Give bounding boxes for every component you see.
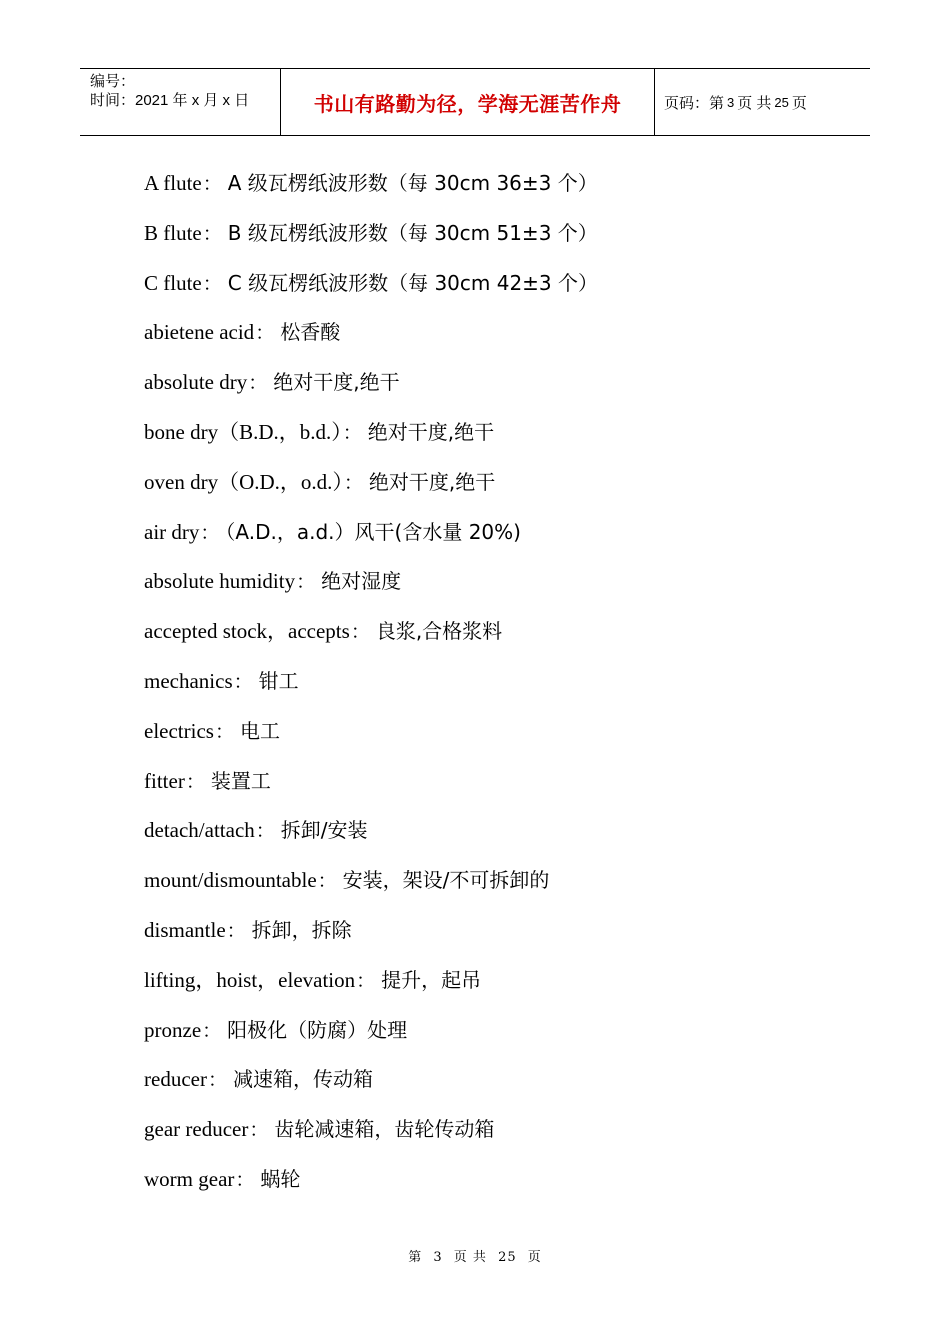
footer-prefix: 第: [408, 1250, 423, 1265]
header-meta-cell: [80, 69, 281, 135]
glossary-definition: 松香酸: [280, 320, 341, 345]
glossary-term: oven dry（O.D.，o.d.）: [144, 469, 343, 494]
glossary-definition: A 级瓦楞纸波形数（每 30cm 36±3 个）: [227, 171, 598, 195]
glossary-separator: ：: [317, 871, 337, 893]
glossary-entry: [144, 1061, 844, 1111]
glossary-term: air dry: [144, 519, 200, 544]
glossary-term: gear reducer: [144, 1117, 249, 1142]
glossary-separator: ：: [202, 1020, 222, 1042]
header-motto: 书山有路勤为径，学海无涯苦作舟: [281, 69, 655, 135]
glossary-entry: [144, 763, 844, 813]
glossary-entry: [144, 713, 844, 763]
glossary-term: dismantle: [144, 917, 226, 942]
glossary-term: electrics: [144, 718, 214, 743]
glossary-definition: 减速箱，传动箱: [232, 1067, 373, 1092]
glossary-term: worm gear: [144, 1166, 235, 1191]
glossary-definition: 绝对干度,绝干: [367, 419, 495, 444]
glossary-term: fitter: [144, 768, 185, 793]
glossary-entry: [144, 514, 844, 564]
glossary-separator: ：: [356, 970, 376, 992]
glossary-entry: [144, 962, 844, 1012]
header-page-suffix: 页: [791, 94, 807, 112]
glossary-term: A flute: [144, 171, 202, 195]
glossary-entry: [144, 1012, 844, 1062]
header-page-total: 25: [774, 94, 789, 110]
glossary-separator: ：: [202, 174, 222, 195]
glossary-entry: [144, 563, 844, 613]
glossary-term: absolute humidity: [144, 569, 296, 594]
glossary-definition: C 级瓦楞纸波形数（每 30cm 42±3 个）: [227, 270, 599, 295]
glossary-entry: [144, 1111, 844, 1161]
glossary-definition: 装置工: [210, 768, 271, 793]
glossary-separator: ：: [214, 721, 234, 743]
glossary-separator: ：: [207, 1070, 227, 1092]
glossary-separator: ：: [233, 671, 253, 693]
document-number-label: 编号：: [90, 73, 136, 90]
glossary-definition: 钳工: [258, 668, 299, 693]
glossary-entry: [144, 912, 844, 962]
glossary-separator: ：: [255, 821, 275, 843]
glossary-entry: [144, 314, 844, 364]
glossary-separator: ：: [255, 323, 275, 345]
glossary-term: pronze: [144, 1017, 202, 1042]
glossary-definition: 提升，起吊: [381, 967, 482, 992]
glossary-term: mount/dismountable: [144, 868, 317, 893]
glossary-definition: 绝对湿度: [321, 569, 402, 594]
glossary-definition: 绝对干度,绝干: [368, 469, 496, 494]
glossary-entry: [144, 862, 844, 912]
glossary-term: B flute: [144, 220, 202, 245]
glossary-separator: ：: [226, 920, 246, 942]
glossary-entry: [144, 1161, 844, 1211]
glossary-definition: 安装，架设/不可拆卸的: [342, 868, 550, 893]
glossary-separator: ：: [296, 572, 316, 594]
glossary-term: C flute: [144, 270, 202, 295]
header-page-prefix: 页码：第: [664, 94, 725, 112]
glossary-separator: ：: [235, 1169, 255, 1191]
footer-current-page: 3: [433, 1250, 443, 1265]
glossary-separator: ：: [342, 422, 362, 444]
glossary-term: reducer: [144, 1067, 207, 1092]
glossary-definition: （A.D.，a.d.）风干(含水量 20%): [225, 519, 521, 544]
glossary-term: bone dry（B.D.，b.d.）: [144, 419, 342, 444]
glossary-separator: ：: [200, 522, 220, 544]
glossary-entry: [144, 663, 844, 713]
glossary-term: abietene acid: [144, 320, 255, 345]
glossary-entry: [144, 464, 844, 514]
glossary-term: mechanics: [144, 668, 233, 693]
glossary-definition: 电工: [239, 718, 280, 743]
glossary-definition: 拆卸，拆除: [251, 917, 352, 942]
page-header: [80, 68, 870, 136]
glossary-list: [144, 165, 844, 1211]
glossary-separator: ：: [248, 373, 268, 395]
header-page-current: 3: [727, 94, 735, 110]
glossary-entry: [144, 613, 844, 663]
glossary-entry: [144, 414, 844, 464]
glossary-definition: 拆卸/安装: [280, 818, 368, 843]
glossary-definition: 绝对干度,绝干: [273, 370, 400, 395]
glossary-definition: 齿轮减速箱，齿轮传动箱: [274, 1117, 495, 1142]
glossary-separator: ：: [202, 273, 222, 295]
glossary-definition: 良浆,合格浆料: [375, 619, 503, 644]
glossary-entry: [144, 364, 844, 414]
glossary-entry: [144, 812, 844, 862]
glossary-definition: B 级瓦楞纸波形数（每 30cm 51±3 个）: [227, 220, 598, 245]
glossary-separator: ：: [185, 771, 205, 793]
glossary-term: detach/attach: [144, 818, 255, 843]
footer-suffix: 页: [527, 1250, 542, 1265]
glossary-entry: [144, 215, 844, 265]
footer-total-pages: 25: [498, 1250, 517, 1265]
glossary-separator: ：: [249, 1120, 269, 1142]
header-page-info: [655, 69, 870, 135]
glossary-entry: [144, 265, 844, 315]
glossary-definition: 阳极化（防腐）处理: [227, 1017, 408, 1042]
glossary-term: absolute dry: [144, 370, 248, 395]
glossary-entry: [144, 165, 844, 215]
document-time-label: 时间：2021 年 x 月 x 日: [90, 92, 250, 109]
glossary-term: lifting，hoist，elevation: [144, 967, 356, 992]
glossary-separator: ：: [202, 223, 222, 245]
header-page-mid: 页 共: [737, 94, 772, 112]
glossary-definition: 蜗轮: [260, 1166, 301, 1191]
glossary-separator: ：: [343, 472, 363, 494]
page-footer: [0, 1246, 950, 1265]
glossary-term: accepted stock，accepts: [144, 619, 350, 644]
glossary-separator: ：: [350, 622, 370, 644]
footer-mid: 页 共: [453, 1250, 487, 1265]
